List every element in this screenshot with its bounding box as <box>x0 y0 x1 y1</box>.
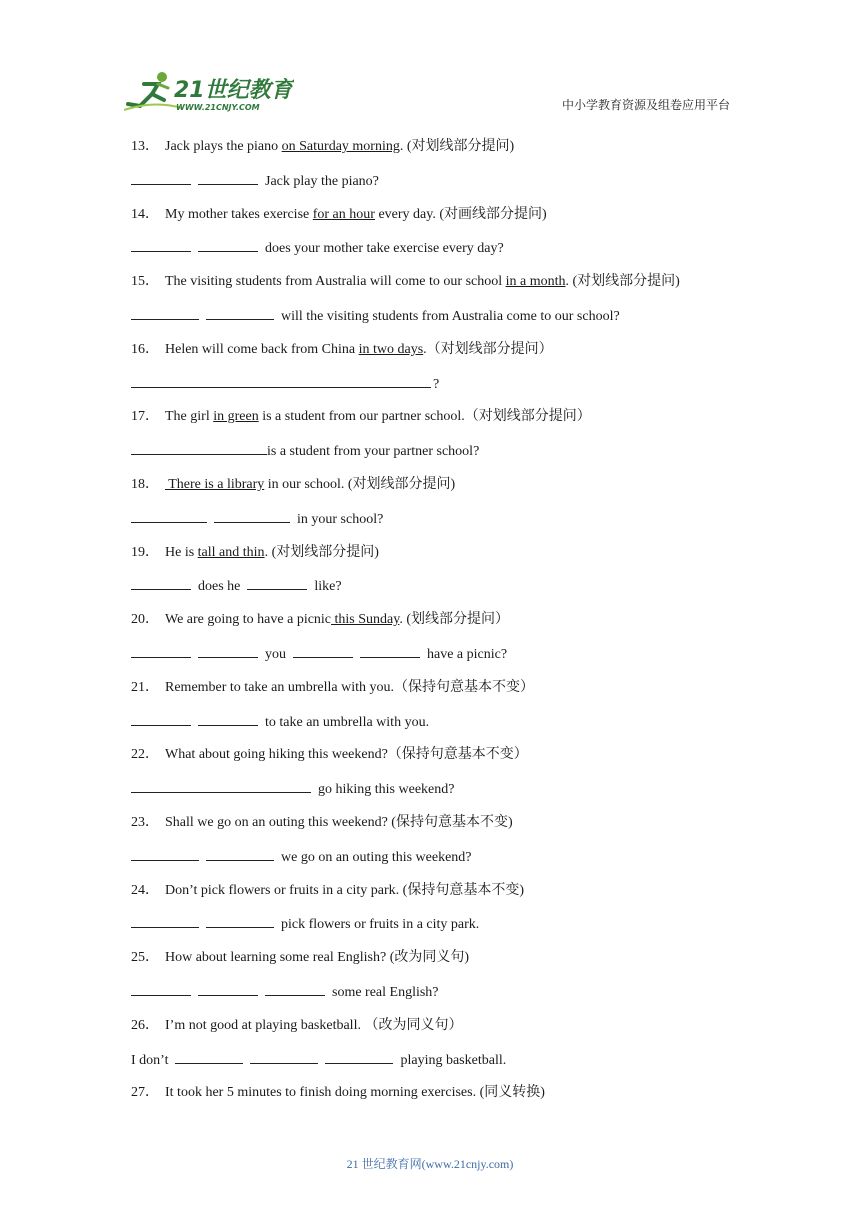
question-19: 19． He is tall and thin. (对划线部分提问) <box>131 544 379 560</box>
question-20: 20． We are going to have a picnic this Sunday. (划线部分提问） <box>131 612 510 628</box>
answer-blank[interactable] <box>198 170 258 185</box>
question-18: 18． There is a library in our school. (对划线部分提问) <box>131 476 456 492</box>
answer-blank[interactable] <box>198 237 258 252</box>
question-14: 14． My mother takes exercise for an hour every day. (对画线部分提问) <box>131 206 547 222</box>
underlined-phrase: There is a library <box>165 476 265 492</box>
answer-22: go hiking this weekend? <box>131 778 731 812</box>
answer-25: some real English? <box>131 981 731 1015</box>
answer-blank[interactable] <box>198 643 258 658</box>
answer-blank[interactable] <box>131 575 191 590</box>
answer-blank[interactable] <box>198 711 258 726</box>
underlined-phrase: in green <box>213 409 259 425</box>
answer-17: is a student from your partner school? <box>131 440 731 474</box>
site-logo <box>124 70 294 114</box>
answer-blank[interactable] <box>131 508 207 523</box>
underlined-phrase: for an hour <box>312 206 375 222</box>
answer-blank[interactable] <box>175 1049 243 1064</box>
answer-15: will the visiting students from Australia come to our school? <box>131 305 731 339</box>
answer-14: does your mother take exercise every day? <box>131 237 731 271</box>
answer-blank[interactable] <box>325 1049 393 1064</box>
answer-blank[interactable] <box>206 846 274 861</box>
question-23: 23． Shall we go on an outing this weekend? (保持句意基本不变) <box>131 814 513 830</box>
logo-text: 21世纪教育 <box>174 78 293 103</box>
answer-blank[interactable] <box>250 1049 318 1064</box>
question-25: 25． How about learning some real English? (改为同义句) <box>131 950 470 966</box>
question-21: 21． Remember to take an umbrella with you.（保持句意基本不变） <box>131 679 534 695</box>
answer-blank[interactable] <box>131 440 267 455</box>
underlined-phrase: this Sunday <box>331 612 400 628</box>
answer-23: we go on an outing this weekend? <box>131 846 731 880</box>
answer-26: I don’t playing basketball. <box>131 1049 731 1083</box>
answer-18: in your school? <box>131 508 731 542</box>
underlined-phrase: on Saturday morning <box>281 139 400 154</box>
footer-link[interactable]: 21 世纪教育网(www.21cnjy.com) <box>346 1157 514 1171</box>
question-27: 27． It took her 5 minutes to finish doing morning exercises. (同义转换) <box>131 1085 545 1101</box>
question-22: 22． What about going hiking this weekend?（保持句意基本不变） <box>131 747 528 763</box>
answer-blank[interactable] <box>131 373 431 388</box>
platform-name: 中小学教育资源及组卷应用平台 <box>561 98 730 112</box>
answer-blank[interactable] <box>131 913 199 928</box>
logo-url: WWW.21CNJY.COM <box>176 103 260 112</box>
answer-blank[interactable] <box>131 711 191 726</box>
answer-13: Jack play the piano? <box>131 170 731 204</box>
answer-blank[interactable] <box>198 981 258 996</box>
answer-blank[interactable] <box>360 643 420 658</box>
question-15: 15． The visiting students from Australia will come to our school in a month. (对划线部分提问) <box>131 274 680 290</box>
answer-21: to take an umbrella with you. <box>131 711 731 745</box>
answer-20: you have a picnic? <box>131 643 731 677</box>
underlined-phrase: in a month <box>505 274 566 290</box>
question-24: 24． Don’t pick flowers or fruits in a city park. (保持句意基本不变) <box>131 882 525 898</box>
answer-16: ? <box>131 373 731 407</box>
answer-blank[interactable] <box>206 305 274 320</box>
answer-blank[interactable] <box>131 170 191 185</box>
answer-blank[interactable] <box>131 981 191 996</box>
answer-blank[interactable] <box>131 846 199 861</box>
answer-blank[interactable] <box>247 575 307 590</box>
answer-blank[interactable] <box>131 778 311 793</box>
answer-blank[interactable] <box>131 643 191 658</box>
answer-blank[interactable] <box>214 508 290 523</box>
answer-blank[interactable] <box>265 981 325 996</box>
answer-blank[interactable] <box>131 237 191 252</box>
answer-blank[interactable] <box>293 643 353 658</box>
question-26: 26． I’m not good at playing basketball. （改为同义句） <box>131 1017 463 1033</box>
question-16: 16． Helen will come back from China in two days.（对划线部分提问） <box>131 341 553 357</box>
underlined-phrase: in two days <box>358 341 424 357</box>
answer-19: does he like? <box>131 575 731 609</box>
underlined-phrase: tall and thin <box>197 544 265 560</box>
answer-24: pick flowers or fruits in a city park. <box>131 913 731 947</box>
answer-blank[interactable] <box>131 305 199 320</box>
answer-blank[interactable] <box>206 913 274 928</box>
question-13: 13． Jack plays the piano on Saturday morning. (对划线部分提问) <box>131 139 515 154</box>
question-list <box>131 136 731 1116</box>
question-17: 17． The girl in green is a student from our partner school.（对划线部分提问） <box>131 409 591 425</box>
